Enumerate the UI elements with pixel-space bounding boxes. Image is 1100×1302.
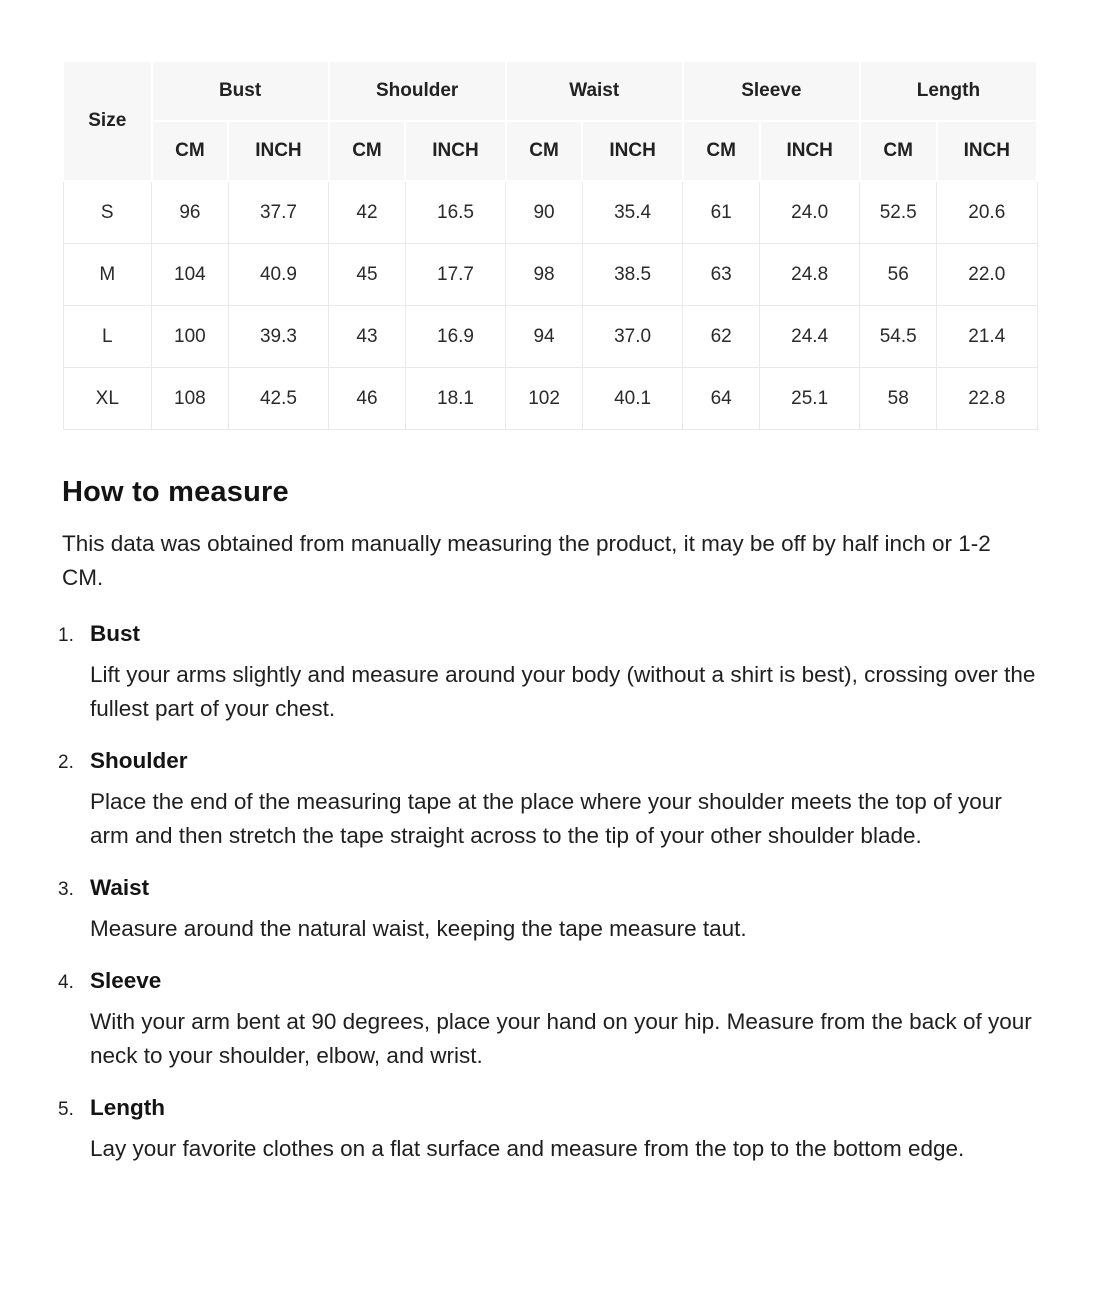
col-group-length: Length [860,61,1037,121]
list-item-term: Shoulder [90,748,188,773]
table-cell: 58 [860,368,937,430]
table-cell: 22.8 [937,368,1037,430]
list-item-number: 5. [58,1099,74,1120]
list-item-term: Waist [90,875,150,900]
table-cell: 22.0 [937,244,1037,306]
list-item-number: 1. [58,625,74,646]
list-item-term: Bust [90,621,140,646]
size-table-body [63,181,1037,430]
col-group-shoulder: Shoulder [329,61,506,121]
unit-header-inch: INCH [937,121,1037,181]
table-cell: 98 [506,244,583,306]
table-cell: 20.6 [937,181,1037,244]
table-cell: 46 [329,368,406,430]
table-cell: 24.4 [760,306,860,368]
list-item-description: Lay your favorite clothes on a flat surface and measure from the top to the bottom edge. [90,1136,965,1161]
list-item-term: Sleeve [90,968,162,993]
table-cell: 64 [683,368,760,430]
list-item-description: Lift your arms slightly and measure around your body (without a shirt is best), crossing over the fullest part of your chest. [90,662,1036,721]
table-cell: 38.5 [582,244,682,306]
list-item-heading [58,621,1038,647]
list-item-description: Measure around the natural waist, keeping the tape measure taut. [90,916,747,941]
table-cell: 108 [152,368,229,430]
size-cell: S [63,181,152,244]
list-item-heading [58,1095,1038,1121]
list-item-length [58,1095,1038,1166]
list-item-term: Length [90,1095,165,1120]
col-header-size: Size [63,61,152,181]
table-cell: 25.1 [760,368,860,430]
unit-header-inch: INCH [582,121,682,181]
table-row-s [63,181,1037,244]
list-item-shoulder [58,748,1038,853]
table-cell: 42 [329,181,406,244]
table-row-xl [63,368,1037,430]
unit-header-cm: CM [506,121,583,181]
table-cell: 61 [683,181,760,244]
table-cell: 45 [329,244,406,306]
list-item-sleeve [58,968,1038,1073]
list-item-heading [58,968,1038,994]
list-item-description: With your arm bent at 90 degrees, place your hand on your hip. Measure from the back of your neck to your shoulder, elbow, and wrist. [90,1009,1032,1068]
table-cell: 94 [506,306,583,368]
table-cell: 43 [329,306,406,368]
header-group-row [63,61,1037,121]
table-cell: 62 [683,306,760,368]
size-cell: L [63,306,152,368]
table-cell: 16.9 [405,306,505,368]
size-cell: M [63,244,152,306]
col-group-sleeve: Sleeve [683,61,860,121]
unit-header-inch: INCH [228,121,328,181]
table-cell: 39.3 [228,306,328,368]
table-cell: 24.8 [760,244,860,306]
table-row-l [63,306,1037,368]
col-group-waist: Waist [506,61,683,121]
list-item-description: Place the end of the measuring tape at the place where your shoulder meets the top of your arm and then stretch the tape straight across to the tip of your other shoulder blade. [90,789,1002,848]
header-unit-row [63,121,1037,181]
table-cell: 35.4 [582,181,682,244]
list-item-heading [58,748,1038,774]
unit-header-cm: CM [860,121,937,181]
list-item-number: 3. [58,879,74,900]
col-group-bust: Bust [152,61,329,121]
table-cell: 40.9 [228,244,328,306]
table-cell: 52.5 [860,181,937,244]
table-cell: 16.5 [405,181,505,244]
measure-disclaimer-text: This data was obtained from manually measuring the product, it may be off by half inch or 1-2 CM. [62,531,991,590]
list-item-bust [58,621,1038,726]
measure-instructions-list [58,621,1038,1166]
table-cell: 37.7 [228,181,328,244]
table-cell: 21.4 [937,306,1037,368]
list-item-waist [58,875,1038,946]
table-cell: 104 [152,244,229,306]
size-cell: XL [63,368,152,430]
unit-header-cm: CM [329,121,406,181]
unit-header-cm: CM [683,121,760,181]
table-cell: 102 [506,368,583,430]
table-cell: 42.5 [228,368,328,430]
unit-header-inch: INCH [760,121,860,181]
table-row-m [63,244,1037,306]
table-cell: 100 [152,306,229,368]
table-cell: 54.5 [860,306,937,368]
table-cell: 24.0 [760,181,860,244]
unit-header-cm: CM [152,121,229,181]
table-cell: 56 [860,244,937,306]
table-cell: 18.1 [405,368,505,430]
table-cell: 17.7 [405,244,505,306]
unit-header-inch: INCH [405,121,505,181]
table-cell: 63 [683,244,760,306]
list-item-number: 4. [58,972,74,993]
table-cell: 96 [152,181,229,244]
size-chart-table [62,60,1038,430]
list-item-heading [58,875,1038,901]
table-cell: 90 [506,181,583,244]
size-table-header [63,61,1037,181]
list-item-number: 2. [58,752,74,773]
how-to-measure-heading: How to measure [62,476,289,508]
table-cell: 40.1 [582,368,682,430]
table-cell: 37.0 [582,306,682,368]
